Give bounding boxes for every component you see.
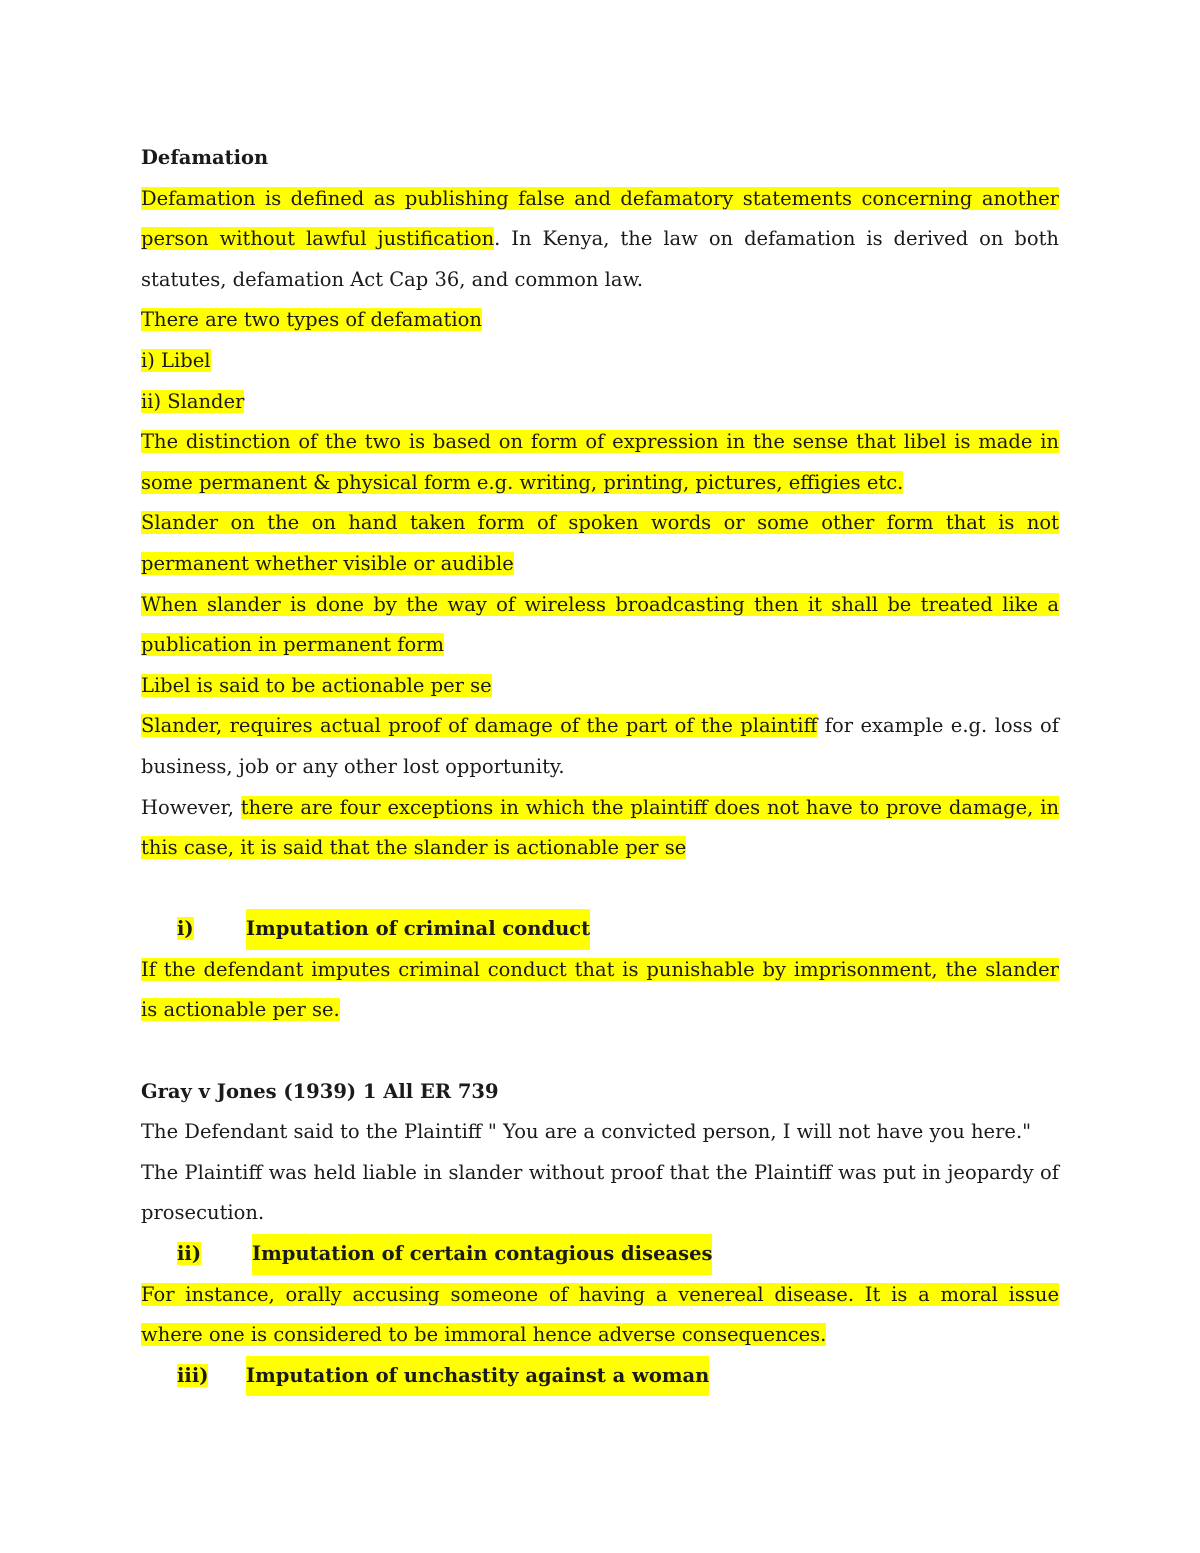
spacer: [141, 869, 1059, 910]
type-slander: [141, 382, 1059, 423]
exception-body-1: [141, 950, 1059, 1031]
exception-body-2-text: For instance, orally accusing someone of having a venereal disease. It is a moral issue where one is considered to be immoral hence adverse consequences.: [141, 1282, 1059, 1347]
slander-proof-paragraph: [141, 706, 1059, 787]
exceptions-paragraph: [141, 788, 1059, 869]
slander-proof-highlight: Slander, requires actual proof of damage of the part of the plaintiff: [141, 714, 818, 738]
exception-body-2: [141, 1275, 1059, 1356]
exception-heading-2: [141, 1234, 1059, 1275]
type-libel: [141, 341, 1059, 382]
distinction-paragraph: [141, 422, 1059, 503]
exception-number-2-text: ii): [177, 1242, 202, 1266]
distinction-text: The distinction of the two is based on form of expression in the sense that libel is made in some permanent & physical form e.g. writing, printing, pictures, effigies etc.: [141, 430, 1059, 494]
exception-heading-1: [141, 909, 1059, 950]
exception-number-1: [141, 909, 246, 950]
document-title: Defamation: [141, 146, 269, 169]
exception-number-3-text: iii): [177, 1363, 209, 1387]
exception-title-1: Imputation of criminal conduct: [246, 909, 590, 950]
exception-title-2: Imputation of certain contagious diseases: [252, 1234, 712, 1275]
slander-form-paragraph: [141, 503, 1059, 584]
exceptions-prefix: However,: [141, 795, 241, 819]
broadcasting-text: When slander is done by the way of wireless broadcasting then it shall be treated like a publication in permanent form: [141, 592, 1059, 657]
slander-form-text: Slander on the on hand taken form of spoken words or some other form that is not permanent whether visible or audible: [141, 511, 1059, 575]
case-line-1: The Defendant said to the Plaintiff " You are a convicted person, I will not have you here.": [141, 1120, 1032, 1144]
slander-proof-rest: for example e.g. loss of business, job or any other lost opportunity.: [141, 714, 1060, 778]
type-libel-text: i) Libel: [141, 348, 211, 372]
exception-body-1-text: If the defendant imputes criminal conduct that is punishable by imprisonment, the slander is actionable per se.: [141, 957, 1059, 1022]
exception-number-3: [141, 1356, 246, 1397]
exception-number-1-text: i): [177, 917, 194, 941]
exception-heading-3: [141, 1356, 1059, 1397]
definition-rest: . In Kenya, the law on defamation is derived on both statutes, defamation Act Cap 36, and common law.: [141, 227, 1059, 291]
exception-title-3: Imputation of unchastity against a woman: [246, 1356, 709, 1397]
case-title: Gray v Jones (1939) 1 All ER 739: [141, 1079, 499, 1103]
libel-actionable-text: Libel is said to be actionable per se: [141, 673, 492, 697]
exceptions-highlight: there are four exceptions in which the plaintiff does not have to prove damage, in this case, it is said that the slander is actionable per se: [141, 795, 1059, 860]
exception-number-2: [141, 1234, 252, 1275]
libel-actionable-paragraph: [141, 666, 1059, 707]
document-page: [141, 138, 1059, 1396]
type-slander-text: ii) Slander: [141, 389, 245, 413]
definition-highlight: Defamation is defined as publishing false and defamatory statements concerning another person without lawful justification: [141, 186, 1059, 251]
case-line-2: The Plaintiff was held liable in slander without proof that the Plaintiff was put in jeopardy of prosecution.: [141, 1160, 1059, 1225]
spacer: [141, 1031, 1059, 1072]
types-intro-text: There are two types of defamation: [141, 308, 482, 332]
types-intro: [141, 300, 1059, 341]
broadcasting-paragraph: [141, 585, 1059, 666]
definition-paragraph: [141, 179, 1059, 301]
